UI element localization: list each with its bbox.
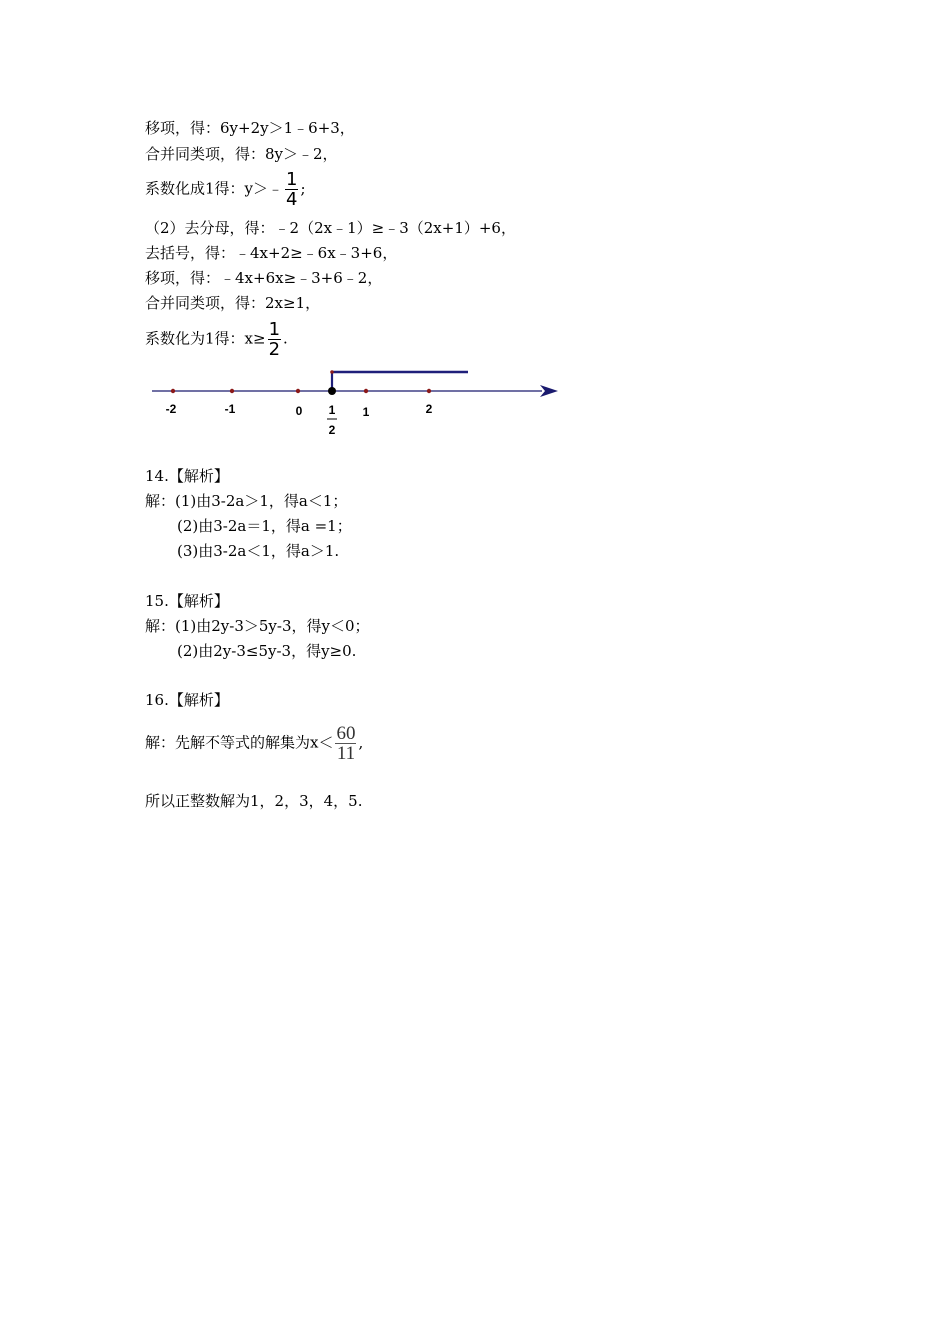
step-move-terms-1: 移项，得：6y+2y＞1﹣6+3， — [145, 119, 355, 137]
q15-title: 15.【解析】 — [145, 592, 229, 610]
solution-endpoint-top-dot — [330, 370, 334, 374]
solution-endpoint-dot — [328, 387, 336, 395]
tick-label-half-numerator: 1 — [328, 403, 336, 417]
fraction-denominator: 11 — [336, 743, 356, 764]
q14-answer-2: (2)由3-2a＝1，得a =1； — [177, 517, 352, 535]
number-line-diagram — [140, 360, 570, 445]
step-coefficient-2-prefix: 系数化为1得：x≥ — [145, 329, 266, 348]
q15-answer-2: (2)由2y-3≤5y-3，得y≥0. — [177, 642, 357, 660]
tick-label-neg2: -2 — [165, 402, 177, 416]
tick-label-2: 2 — [425, 402, 433, 416]
step-coefficient-2-suffix: . — [283, 329, 288, 348]
fraction-one-quarter — [285, 170, 298, 209]
q14-answer-1: 解：(1)由3-2a＞1，得a＜1； — [145, 492, 348, 510]
tick-dot — [427, 389, 431, 393]
step-coefficient-2 — [145, 320, 288, 359]
q16-answer-1-suffix: , — [358, 733, 364, 752]
step-clear-denominator: （2）去分母，得：﹣2（2x﹣1）≥﹣3（2x+1）+6， — [145, 219, 516, 237]
step-combine-2: 合并同类项，得：2x≥1， — [145, 294, 321, 312]
tick-label-neg1: -1 — [224, 402, 236, 416]
fraction-denominator: 2 — [268, 339, 281, 360]
step-coefficient-1 — [145, 170, 306, 209]
fraction-one-half — [268, 320, 281, 359]
tick-label-half-denominator: 2 — [328, 423, 336, 437]
step-coefficient-1-prefix: 系数化成1得：y＞﹣ — [145, 179, 284, 198]
axis-arrow-icon — [540, 385, 558, 397]
tick-label-0: 0 — [295, 404, 303, 418]
q16-answer-1 — [145, 724, 363, 763]
tick-dot — [296, 389, 300, 393]
q16-answer-1-prefix: 解：先解不等式的解集为x＜ — [145, 733, 334, 752]
step-combine-1: 合并同类项，得：8y＞﹣2， — [145, 145, 338, 163]
fraction-numerator: 60 — [336, 723, 356, 744]
q14-answer-3: (3)由3-2a＜1，得a＞1. — [177, 542, 340, 560]
fraction-numerator: 1 — [286, 169, 298, 190]
q16-title: 16.【解析】 — [145, 691, 229, 709]
fraction-sixty-elevenths — [335, 724, 356, 763]
tick-dot — [364, 389, 368, 393]
step-remove-brackets: 去括号，得：﹣4x+2≥﹣6x﹣3+6， — [145, 244, 398, 262]
tick-dot — [230, 389, 234, 393]
tick-dot — [171, 389, 175, 393]
step-coefficient-1-suffix: ; — [300, 179, 306, 198]
q14-title: 14.【解析】 — [145, 467, 229, 485]
step-move-terms-2: 移项，得：﹣4x+6x≥﹣3+6﹣2， — [145, 269, 383, 287]
q15-answer-1: 解：(1)由2y-3＞5y-3，得y＜0； — [145, 617, 370, 635]
q16-answer-2: 所以正整数解为1，2，3，4，5. — [145, 792, 363, 810]
fraction-denominator: 4 — [286, 189, 298, 210]
tick-label-1: 1 — [362, 405, 370, 419]
fraction-numerator: 1 — [268, 319, 281, 340]
